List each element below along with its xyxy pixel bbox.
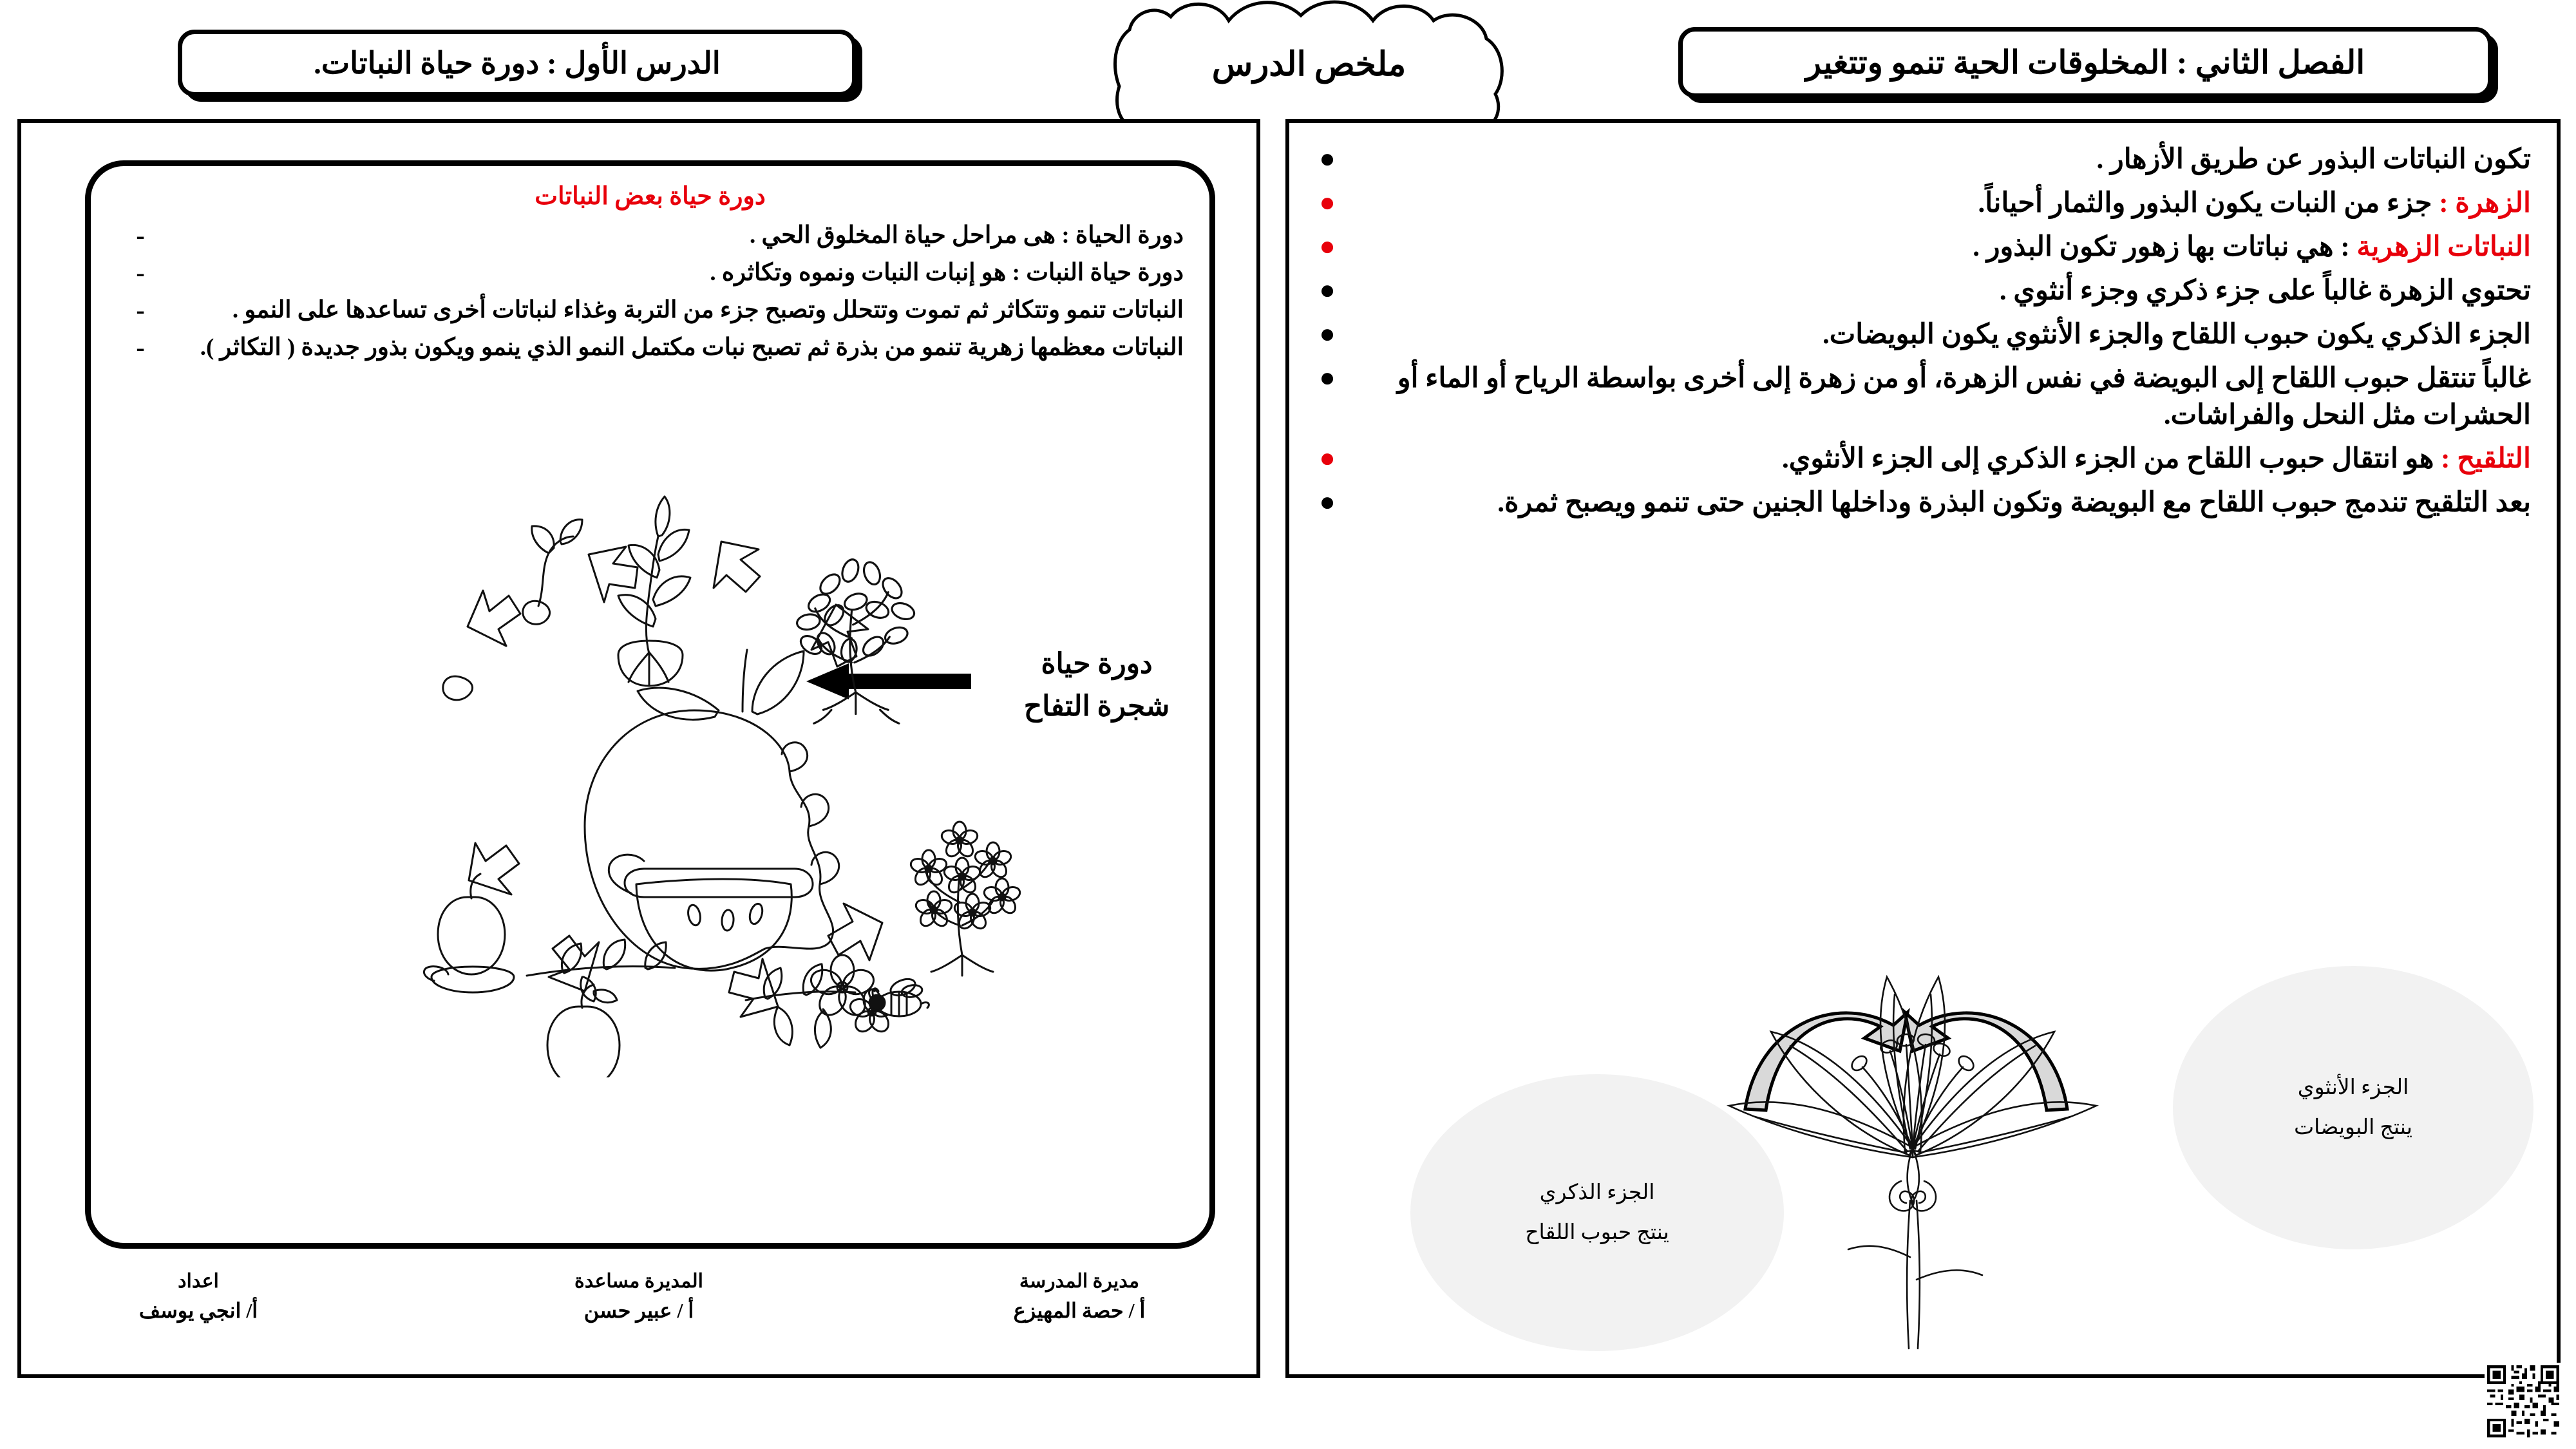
bullet-item: [1315, 484, 2531, 521]
key-term: التلقيح :: [2441, 444, 2531, 474]
apple-cycle-caption-line2: شجرة التفاح: [1023, 690, 1170, 722]
bullet-item: [1315, 316, 2531, 353]
credit-column: [60, 1267, 337, 1351]
credit-name: أ / عبير حسن: [583, 1299, 694, 1322]
credit-role: المديرة مساعدة: [574, 1271, 704, 1292]
flower-diagram: [1289, 948, 2557, 1360]
bullet-marker: ●: [1319, 232, 1336, 261]
dash-marker: -: [136, 221, 145, 250]
female-part-title: الجزء الأنثوي: [2297, 1076, 2409, 1099]
dash-text: دورة حياة النبات : هو إنبات النبات ونموه وتكاثره .: [710, 260, 1184, 286]
bullet-marker: ●: [1319, 144, 1336, 174]
lesson-title: الدرس الأول : دورة حياة النباتات.: [314, 46, 721, 80]
dash-marker: -: [136, 333, 145, 362]
bullet-item: [1315, 272, 2531, 309]
bullet-text: تحتوي الزهرة غالباً على جزء ذكري وجزء أنثوي .: [1999, 276, 2531, 306]
credit-role: مديرة المدرسة: [1019, 1271, 1140, 1292]
female-part-callout: [2173, 966, 2533, 1249]
footer-credits: [60, 1267, 1218, 1351]
dash-marker: -: [136, 296, 145, 325]
chapter-title: الفصل الثاني : المخلوقات الحية تنمو وتتغير: [1805, 44, 2365, 80]
male-part-title: الجزء الذكري: [1539, 1181, 1655, 1204]
page-header: [0, 0, 2576, 129]
bullet-marker: ●: [1319, 444, 1336, 473]
lesson-summary-badge: [1108, 0, 1510, 125]
credit-column: [500, 1267, 777, 1351]
key-term: الزهرة :: [2439, 188, 2531, 218]
qr-code-icon: [2485, 1363, 2562, 1440]
bullet-item: [1315, 229, 2531, 265]
credit-role: اعداد: [178, 1271, 219, 1292]
bullet-marker: ●: [1319, 319, 1336, 349]
bullet-marker: ●: [1319, 363, 1336, 393]
bullet-text: غالباً تنتقل حبوب اللقاح إلى البويضة في نفس الزهرة، أو من زهرة إلى أخرى بواسطة الرياح أو الماء أو الحشرات مثل النحل والفراشات.: [1397, 363, 2531, 430]
chapter-bullet-list: [1315, 141, 2531, 528]
dash-item: [127, 256, 1184, 290]
bullet-item: [1315, 440, 2531, 477]
bullet-text: بعد التلقيح تندمج حبوب اللقاح مع البويضة وتكون البذرة وداخلها الجنين حتى تنمو ويصبح ثمرة.: [1497, 488, 2531, 518]
chapter-title-box: [1678, 27, 2492, 98]
lily-flower-illustration: [1694, 954, 2132, 1354]
bullet-text: التلقيح : هو انتقال حبوب اللقاح من الجزء الذكري إلى الجزء الأنثوي.: [1781, 444, 2531, 474]
female-part-function: ينتج البويضات: [2294, 1116, 2412, 1139]
bullet-marker: ●: [1319, 488, 1336, 517]
credit-name: أ/ انجي يوسف: [138, 1299, 258, 1322]
bullet-text: تكون النباتات البذور عن طريق الأزهار .: [2096, 144, 2531, 175]
dash-item: [127, 219, 1184, 252]
summary-badge-label: ملخص الدرس: [1211, 46, 1406, 83]
dash-marker: -: [136, 258, 145, 287]
apple-life-cycle-illustration: [392, 433, 1132, 1077]
lesson-inner-card: [85, 160, 1215, 1249]
bullet-marker: ●: [1319, 188, 1336, 218]
lesson-title-box: [178, 30, 857, 97]
bullet-item: [1315, 185, 2531, 222]
key-term: النباتات الزهرية: [2356, 232, 2531, 262]
dash-text: النباتات تنمو وتتكاثر ثم تموت وتتحلل وتصبح جزء من التربة وغذاء لنباتات أخرى تساعدها على النمو .: [232, 297, 1184, 323]
apple-cycle-caption-line1: دورة حياة: [1041, 648, 1153, 679]
bullet-text: النباتات الزهرية : هي نباتات بها زهور تكون البذور .: [1973, 232, 2531, 262]
dash-text: دورة الحياة : هى مراحل حياة المخلوق الحي .: [749, 222, 1184, 249]
dash-text: النباتات معظمها زهرية تنمو من بذرة ثم تصبح نبات مكتمل النمو الذي ينمو ويكون بذور جديدة ( التكاثر ).: [200, 334, 1184, 361]
dash-item: [127, 331, 1184, 365]
bullet-text: الزهرة : جزء من النبات يكون البذور والثمار أحياناً.: [1978, 188, 2531, 218]
lesson-dash-list: [127, 219, 1184, 368]
bullet-item: [1315, 141, 2531, 178]
bullet-marker: ●: [1319, 276, 1336, 305]
credit-name: أ / حصة المهيزع: [1013, 1299, 1146, 1322]
chapter-content-panel: [1285, 119, 2561, 1378]
lesson-content-panel: [17, 119, 1260, 1378]
credit-column: [941, 1267, 1218, 1351]
plant-life-cycle-heading: دورة حياة بعض النباتات: [535, 183, 766, 210]
bullet-text: الجزء الذكري يكون حبوب اللقاح والجزء الأنثوي يكون البويضات.: [1822, 319, 2531, 350]
dash-item: [127, 294, 1184, 327]
bullet-item: [1315, 360, 2531, 433]
male-part-function: ينتج حبوب اللقاح: [1525, 1221, 1669, 1244]
